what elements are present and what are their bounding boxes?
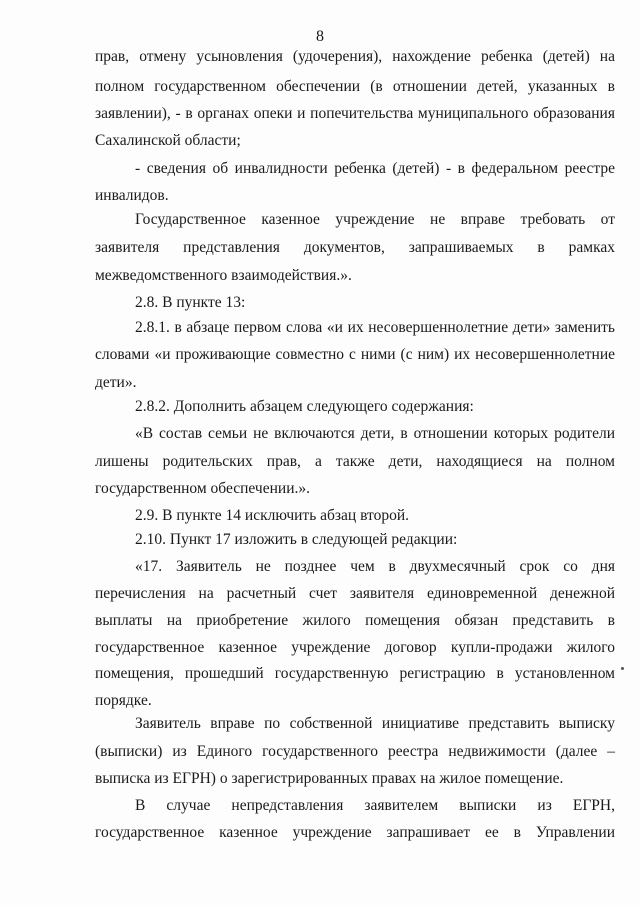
text-line: прав, отмену усыновления (удочерения), нахождение ребенка (детей) на bbox=[95, 48, 615, 65]
text-line: лишены родительских прав, а также дети, находящиеся на полном bbox=[95, 453, 615, 470]
text-line: (выписки) из Единого государственного реестра недвижимости (далее – bbox=[95, 743, 615, 760]
text-line: перечисления на расчетный счет заявителя единовременной денежной bbox=[95, 585, 615, 602]
text-line: Государственное казенное учреждение не вправе требовать от bbox=[135, 211, 615, 228]
text-line: помещения, прошедший государственную регистрацию в установленном bbox=[95, 665, 615, 682]
text-line: государственное казенное учреждение запрашивает ее в Управлении bbox=[95, 824, 615, 841]
text-line: дети». bbox=[95, 374, 137, 391]
text-line: 2.10. Пункт 17 изложить в следующей редакции: bbox=[135, 531, 458, 548]
page-number: 8 bbox=[316, 28, 324, 45]
text-line: «В состав семьи не включаются дети, в отношении которых родители bbox=[135, 425, 615, 442]
text-line: 2.8. В пункте 13: bbox=[135, 294, 246, 311]
text-line: инвалидов. bbox=[95, 187, 169, 204]
text-line: «17. Заявитель не позднее чем в двухмесячный срок со дня bbox=[135, 558, 615, 575]
text-line: - сведения об инвалидности ребенка (детей) - в федеральном реестре bbox=[135, 160, 615, 177]
text-line: межведомственного взаимодействия.». bbox=[95, 267, 352, 284]
text-line: В случае непредставления заявителем выписки из ЕГРН, bbox=[135, 797, 615, 814]
text-line: государственном обеспечении.». bbox=[95, 480, 310, 497]
text-line: выписка из ЕГРН) о зарегистрированных правах на жилое помещение. bbox=[95, 770, 564, 787]
scan-speck bbox=[621, 667, 624, 670]
text-line: 2.9. В пункте 14 исключить абзац второй. bbox=[135, 507, 410, 524]
text-line: Сахалинской области; bbox=[95, 132, 241, 149]
text-line: 2.8.1. в абзаце первом слова «и их несовершеннолетние дети» заменить bbox=[135, 319, 615, 336]
text-line: 2.8.2. Дополнить абзацем следующего содержания: bbox=[135, 398, 474, 415]
text-line: государственное казенное учреждение договор купли-продажи жилого bbox=[95, 639, 615, 656]
text-line: заявителя представления документов, запрашиваемых в рамках bbox=[95, 239, 615, 256]
text-line: Заявитель вправе по собственной инициативе представить выписку bbox=[135, 715, 615, 732]
text-line: заявлении), - в органах опеки и попечительства муниципального образования bbox=[95, 105, 615, 122]
text-line: словами «и проживающие совместно с ними (с ним) их несовершеннолетние bbox=[95, 346, 615, 363]
text-line: полном государственном обеспечении (в отношении детей, указанных в bbox=[95, 78, 615, 95]
text-line: порядке. bbox=[95, 692, 152, 709]
text-line: выплаты на приобретение жилого помещения обязан представить в bbox=[95, 612, 615, 629]
